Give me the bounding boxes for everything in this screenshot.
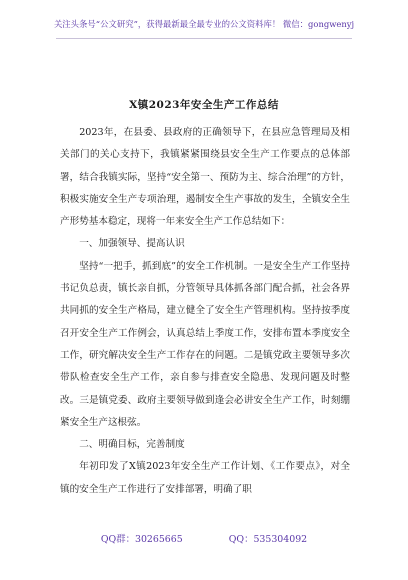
section-heading-1: 一、加强领导、提高认识 [79,238,185,250]
intro-paragraph: 2023年，在县委、县政府的正确领导下，在县应急管理局及相关部门的关心支持下，我镇紧紧围绕县安全生产工作要点的总体部署，结合我镇实际，坚持“安全第一、预防为主、综合治理”的方针，积极实施安全生产专项治理，遏制安全生产事故的发生，全镇安全生产形势基本稳定，现将一年来安全生产工作总结如下： [60,127,350,228]
contact-footer [0,531,408,545]
section-heading-2: 二、明确目标，完善制度 [79,439,185,451]
section-2-paragraph: 年初印发了X镇2023年安全生产工作计划、《工作要点》，对全镇的安全生产工作进行了安排部署，明确了职 [60,461,350,495]
document-body [60,122,350,501]
qq-number: QQ：535304092 [228,534,308,545]
document-title: X镇2023年安全生产工作总结 [129,99,279,111]
promo-header: 关注头条号“公文研究”，获得最新最全最专业的公文资料库！ 微信：gongwenyj [53,19,355,29]
header-divider [56,38,352,39]
qq-group-number: QQ群：30265665 [100,534,183,545]
section-1-paragraph: 坚持“一把手，抓到底”的安全工作机制。一是安全生产工作坚持书记负总责，镇长亲自抓，分管领导具体抓各部门配合抓，社会各界共同抓的安全生产格局，建立健全了安全生产管理机构。坚持按季度召开安全生产工作例会，认真总结上季度工作，安排布置本季度安全工作，研究解决安全生产工作存在的问题。二是镇党政主要领导多次带队检查安全生产工作，亲自参与排查安全隐患、发现问题及时整改。三是镇党委、政府主要领导做到逢会必讲安全生产工作，时刻绷紧安全生产这根弦。 [60,260,350,428]
